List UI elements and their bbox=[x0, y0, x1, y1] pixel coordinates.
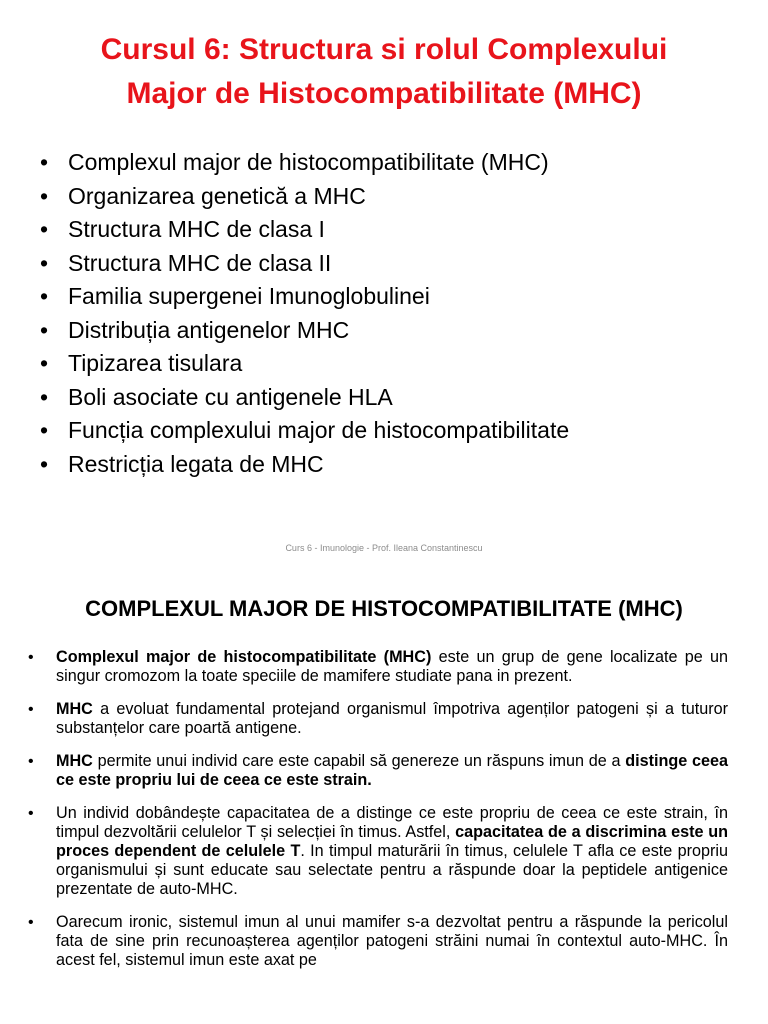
bullet-icon: • bbox=[40, 283, 49, 309]
list-item: • Boli asociate cu antigenele HLA bbox=[40, 381, 569, 415]
slide-1-title bbox=[0, 28, 768, 116]
list-item bbox=[28, 648, 728, 686]
slide-2-title: COMPLEXUL MAJOR DE HISTOCOMPATIBILITATE (MHC) bbox=[85, 596, 683, 621]
list-item: • Organizarea genetică a MHC bbox=[40, 180, 569, 214]
title-line-1: Cursul 6: Structura si rolul Complexului bbox=[100, 33, 668, 66]
paragraph: Un individ dobândește capacitatea de a distinge ce este propriu de ceea ce este strain, în timpul dezvoltării celulelor T și selecției în timus. Astfel, capacitatea de a discrimina este un proces dependent de celulele T. In timpul maturării în timus, celulele T afla ce este propriu organismului și sunt educate sau selectate pentru a răspunde doar la peptidele antigenice prezentate de auto-MHC. bbox=[56, 804, 728, 898]
list-item: • Restricția legata de MHC bbox=[40, 448, 569, 482]
list-item bbox=[28, 752, 728, 790]
bullet-icon: • bbox=[40, 383, 49, 410]
bullet-icon: • bbox=[40, 149, 49, 175]
bullet-icon: • bbox=[40, 450, 49, 477]
list-item: • Structura MHC de clasa II bbox=[40, 247, 569, 281]
bullet-icon: • bbox=[28, 914, 34, 931]
bullet-icon: • bbox=[28, 753, 34, 770]
paragraph: MHC permite unui individ care este capabil să genereze un răspuns imun de a distinge ceea ce este propriu lui de ceea ce este strain. bbox=[56, 752, 728, 789]
title-line-2: Major de Histocompatibilitate (MHC) bbox=[126, 77, 642, 110]
list-item: • Familia supergenei Imunoglobulinei bbox=[40, 280, 569, 314]
bullet-icon: • bbox=[28, 805, 34, 822]
bullet-icon: • bbox=[40, 249, 49, 276]
list-item: • Tipizarea tisulara bbox=[40, 347, 569, 381]
list-item: • Complexul major de histocompatibilitate (MHC) bbox=[40, 146, 569, 180]
list-item bbox=[28, 804, 728, 899]
paragraph: Oarecum ironic, sistemul imun al unui mamifer s-a dezvoltat pentru a răspunde la pericolul fata de sine prin recunoașterea agenților patogeni străini numai în contextul auto-MHC. În acest fel, sistemul imun este axat pe bbox=[56, 913, 728, 969]
list-item: • Distribuția antigenelor MHC bbox=[40, 314, 569, 348]
list-item: • Funcția complexului major de histocompatibilitate bbox=[40, 414, 569, 448]
slide-2-content bbox=[28, 648, 728, 984]
agenda-list bbox=[40, 146, 569, 481]
bullet-icon: • bbox=[28, 701, 34, 718]
bullet-icon: • bbox=[40, 182, 49, 209]
bullet-icon: • bbox=[28, 649, 34, 666]
list-item bbox=[28, 913, 728, 970]
list-item bbox=[28, 700, 728, 738]
bullet-icon: • bbox=[40, 417, 49, 443]
bullet-icon: • bbox=[40, 350, 49, 376]
list-item: • Structura MHC de clasa I bbox=[40, 213, 569, 247]
slide-footer: Curs 6 - Imunologie - Prof. Ileana Constantinescu bbox=[285, 543, 483, 553]
bullet-icon: • bbox=[40, 216, 49, 242]
paragraph: Complexul major de histocompatibilitate (MHC) este un grup de gene localizate pe un singur cromozom la toate speciile de mamifere studiate pana in prezent. bbox=[56, 648, 728, 685]
bullet-icon: • bbox=[40, 316, 49, 343]
paragraph: MHC a evoluat fundamental protejand organismul împotriva agenților patogeni și a tuturor substanțelor care poartă antigene. bbox=[56, 700, 728, 737]
